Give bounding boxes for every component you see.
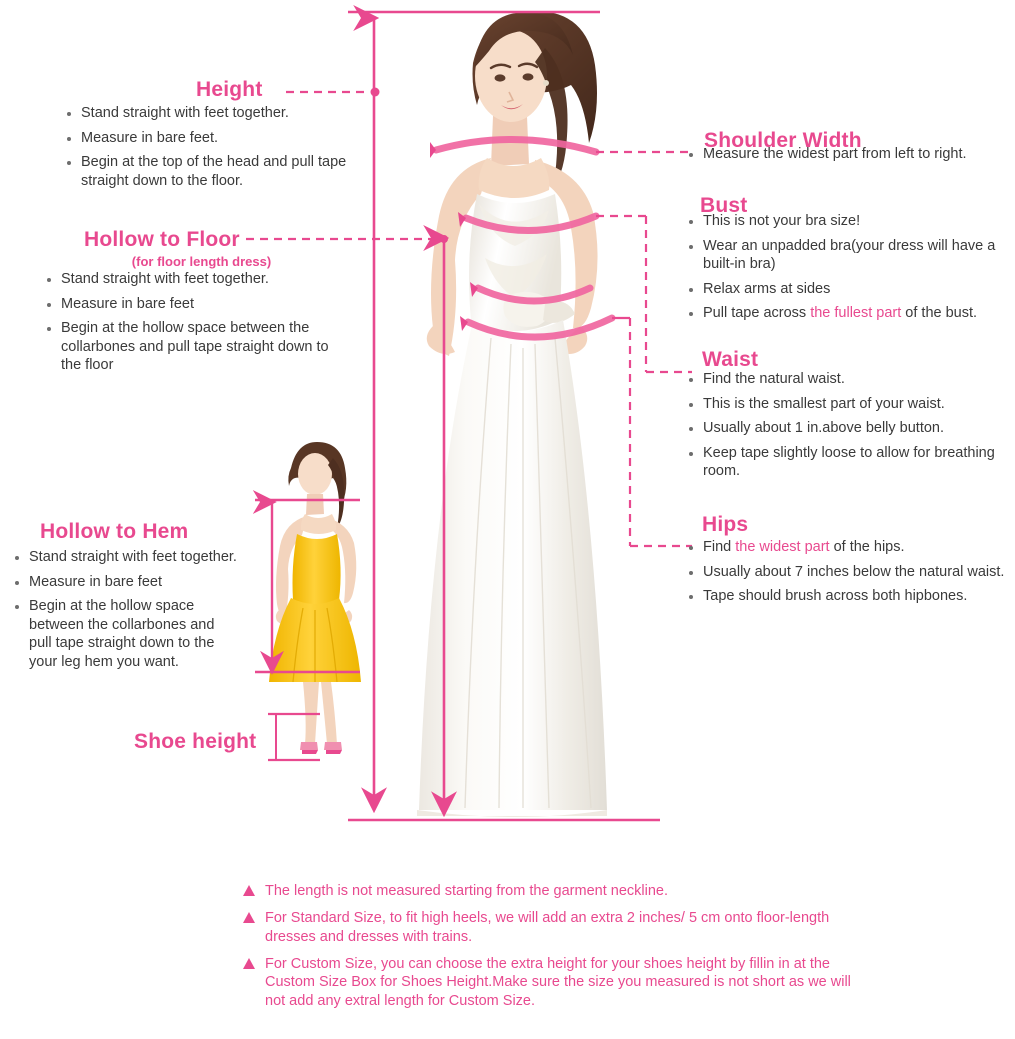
- section-shoe-height: [134, 730, 256, 754]
- bust-note-highlight: the fullest part: [810, 305, 902, 322]
- list-item: Usually about 7 inches below the natural waist.: [686, 563, 1008, 582]
- hollow-to-hem-bullets: [12, 548, 237, 677]
- height-title: Height: [196, 78, 263, 101]
- list-item: [686, 304, 1011, 323]
- warning-triangle-icon: [243, 912, 255, 923]
- hips-bullets: [686, 538, 1008, 612]
- hips-note-after: of the hips.: [829, 539, 905, 555]
- section-hollow-to-hem: [40, 520, 188, 544]
- bust-bullets: [686, 212, 1011, 329]
- hollow-to-floor-subtitle: (for floor length dress): [131, 254, 272, 269]
- list-item: Stand straight with feet together.: [64, 104, 364, 123]
- model-illustration-long-dress: [395, 8, 675, 818]
- bust-title: Bust: [700, 194, 748, 217]
- list-item: Measure in bare feet: [12, 573, 237, 592]
- list-item: Stand straight with feet together.: [44, 270, 344, 289]
- note-text: For Standard Size, to fit high heels, we will add an extra 2 inches/ 5 cm onto floor-length dresses and dresses with trains.: [265, 909, 830, 945]
- note-item: [243, 955, 863, 1012]
- list-item: Measure the widest part from left to right.: [686, 145, 1015, 164]
- height-bullets: [64, 104, 364, 196]
- list-item: Stand straight with feet together.: [12, 548, 237, 567]
- hollow-to-floor-title: Hollow to Floor: [84, 228, 240, 251]
- bust-note-before: Pull tape across: [703, 305, 811, 322]
- hips-title: Hips: [702, 513, 749, 536]
- note-text: The length is not measured starting from the garment neckline.: [265, 883, 668, 899]
- section-hips: [702, 513, 748, 537]
- list-item: Measure in bare feet.: [64, 129, 364, 148]
- list-item: Relax arms at sides: [686, 280, 1011, 299]
- list-item: This is not your bra size!: [686, 212, 1011, 231]
- shoulder-width-bullets: [686, 145, 1015, 170]
- list-item: Begin at the hollow space between the collarbones and pull tape straight down to the your leg hem you want.: [12, 597, 237, 671]
- section-hollow-to-floor: [84, 228, 344, 269]
- hollow-to-floor-bullets: [44, 270, 344, 381]
- list-item: Find the natural waist.: [686, 370, 1006, 389]
- list-item: [686, 538, 1008, 557]
- note-item: [243, 909, 863, 947]
- bust-note-after: of the bust.: [901, 305, 978, 322]
- warning-triangle-icon: [243, 958, 255, 969]
- section-waist: [702, 348, 758, 372]
- footer-notes: [243, 882, 863, 1019]
- list-item: Tape should brush across both hipbones.: [686, 587, 1008, 606]
- list-item: Begin at the top of the head and pull tape straight down to the floor.: [64, 153, 364, 190]
- shoulder-width-title: Shoulder Width: [704, 129, 862, 152]
- warning-triangle-icon: [243, 885, 255, 896]
- hips-note-highlight: the widest part: [735, 539, 830, 555]
- shoe-height-title: Shoe height: [134, 730, 257, 753]
- waist-title: Waist: [702, 348, 759, 371]
- list-item: This is the smallest part of your waist.: [686, 395, 1006, 414]
- list-item: Wear an unpadded bra(your dress will have a built-in bra): [686, 237, 1011, 274]
- list-item: Usually about 1 in.above belly button.: [686, 419, 1006, 438]
- hips-note-before: Find: [703, 539, 736, 555]
- note-text: For Custom Size, you can choose the extra height for your shoes height by fillin in at the Custom Size Box for Shoes Height.Make sure the size you measured is not short as we will not add any extral length for Custom Size.: [265, 955, 851, 1010]
- section-height: [196, 78, 436, 102]
- note-item: [243, 882, 863, 901]
- hollow-to-hem-title: Hollow to Hem: [40, 520, 189, 543]
- list-item: Begin at the hollow space between the collarbones and pull tape straight down to the floor: [44, 319, 344, 375]
- list-item: Keep tape slightly loose to allow for breathing room.: [686, 444, 1006, 481]
- list-item: Measure in bare feet: [44, 295, 344, 314]
- waist-bullets: [686, 370, 1006, 487]
- model-illustration-short-dress: [245, 440, 380, 770]
